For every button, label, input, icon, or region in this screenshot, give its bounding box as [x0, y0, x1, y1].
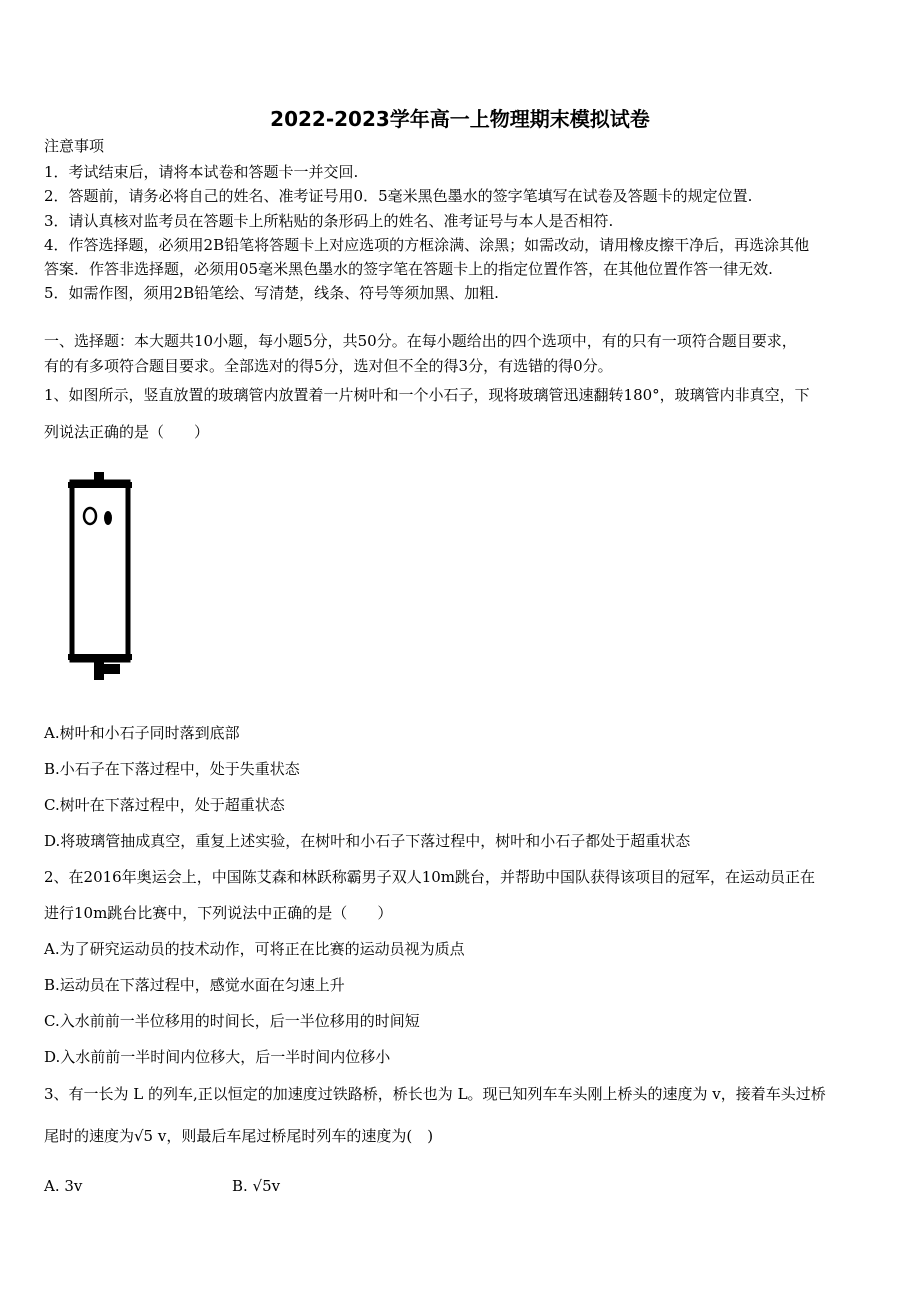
option: B. √5v — [232, 1177, 281, 1195]
notice-heading: 注意事项 — [44, 137, 105, 155]
option: A.为了研究运动员的技术动作，可将正在比赛的运动员视为质点 — [44, 940, 465, 958]
notice-item: 1．考试结束后，请将本试卷和答题卡一并交回. — [44, 163, 359, 181]
notice-item: 3．请认真核对监考员在答题卡上所粘贴的条形码上的姓名、准考证号与本人是否相符. — [44, 212, 614, 230]
question-3-stem: 3、有一长为 L 的列车,正以恒定的加速度过铁路桥，桥长也为 L。现已知列车车头刚上桥头的速度为 v，接着车头过桥 — [44, 1085, 826, 1103]
section-heading: 有的有多项符合题目要求。全部选对的得5分，选对但不全的得3分，有选错的得0分。 — [44, 357, 613, 375]
option: A. 3v — [44, 1177, 83, 1195]
option: D.将玻璃管抽成真空，重复上述实验，在树叶和小石子下落过程中，树叶和小石子都处于超重状态 — [44, 832, 691, 850]
question-1-stem: 1、如图所示，竖直放置的玻璃管内放置着一片树叶和一个小石子，现将玻璃管迅速翻转180°，玻璃管内非真空，下 — [44, 386, 810, 404]
question-2-stem: 2、在2016年奥运会上，中国陈艾森和林跃称霸男子双人10m跳台，并帮助中国队获得该项目的冠军，在运动员正在 — [44, 868, 816, 886]
option: B.小石子在下落过程中，处于失重状态 — [44, 760, 300, 778]
question-3-stem: 尾时的速度为√5 v，则最后车尾过桥尾时列车的速度为( ) — [44, 1127, 434, 1145]
notice-item: 5．如需作图，须用2B铅笔绘、写清楚，线条、符号等须加黑、加粗. — [44, 284, 499, 302]
page-title: 2022-2023学年高一上物理期末模拟试卷 — [270, 107, 650, 131]
question-1-stem: 列说法正确的是（ ） — [44, 423, 210, 441]
option: D.入水前前一半时间内位移大，后一半时间内位移小 — [44, 1048, 391, 1066]
section-heading: 一、选择题：本大题共10小题，每小题5分，共50分。在每小题给出的四个选项中，有的只有一项符合题目要求， — [44, 332, 797, 350]
notice-item: 2．答题前，请务必将自己的姓名、准考证号用0．5毫米黑色墨水的签字笔填写在试卷及答题卡的规定位置. — [44, 187, 753, 205]
option: C.树叶在下落过程中，处于超重状态 — [44, 796, 285, 814]
option: A.树叶和小石子同时落到底部 — [44, 724, 240, 742]
question-2-stem: 进行10m跳台比赛中，下列说法中正确的是（ ） — [44, 904, 393, 922]
notice-item: 答案．作答非选择题，必须用05毫米黑色墨水的签字笔在答题卡上的指定位置作答，在其他位置作答一律无效. — [44, 260, 773, 278]
option: C.入水前前一半位移用的时间长，后一半位移用的时间短 — [44, 1012, 420, 1030]
glass-tube-figure — [62, 468, 142, 684]
option: B.运动员在下落过程中，感觉水面在匀速上升 — [44, 976, 345, 994]
notice-item: 4．作答选择题，必须用2B铅笔将答题卡上对应选项的方框涂满、涂黑；如需改动，请用橡皮擦干净后，再选涂其他 — [44, 236, 810, 254]
